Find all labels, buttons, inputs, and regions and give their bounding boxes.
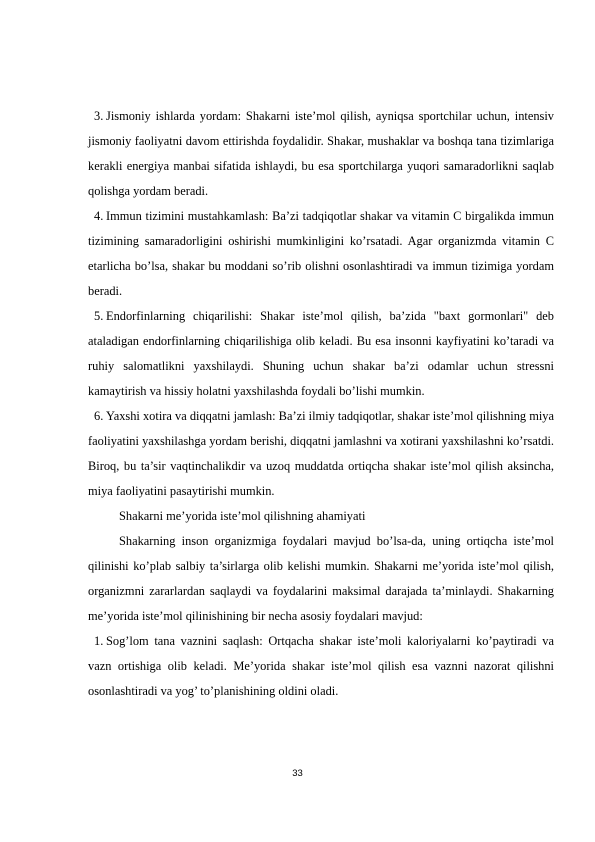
numbered-paragraph-4 bbox=[88, 204, 554, 304]
paragraph-text: Sog’lom tana vaznini saqlash: Ortqacha shakar iste’moli kaloriyalarni ko’paytiradi va vazn ortishiga olib keladi. Me’yorida shakar iste’mol qilish esa vaznni nazorat qilishni osonlashtiradi va yog’ to’planishining oldini oladi. bbox=[88, 634, 554, 698]
paragraph-number: 5. bbox=[94, 309, 104, 323]
numbered-paragraph-6 bbox=[88, 404, 554, 504]
page-number: 33 bbox=[292, 768, 303, 779]
section-heading: Shakarni me’yorida iste’mol qilishning ahamiyati bbox=[119, 509, 366, 523]
paragraph-number: 6. bbox=[94, 409, 104, 423]
paragraph-number: 1. bbox=[94, 634, 104, 648]
paragraph-number: 4. bbox=[94, 209, 104, 223]
intro-paragraph: Shakarning inson organizmiga foydalari mavjud bo’lsa-da, uning ortiqcha iste’mol qilinishi ko’plab salbiy ta’sirlarga olib kelishi mumkin. Shakarni me’yorida iste’mol qilish, organizmni zararlardan saqlaydi va foydalarini maksimal darajada ta’minlaydi. Shakarning me’yorida iste’mol qilinishining bir necha asosiy foydalari mavjud: bbox=[88, 534, 554, 623]
paragraph-text: Endorfinlarning chiqarilishi: Shakar iste’mol qilish, ba’zida "baxt gormonlari" deb ataladigan endorfinlarning chiqarilishiga olib keladi. Bu esa insonni kayfiyatini ko’taradi va ruhiy salomatlikni yaxshilaydi. Shuning uchun shakar ba’zi odamlar uchun stressni kamaytirish va hissiy holatni yaxshilashda foydali bo’lishi mumkin. bbox=[88, 309, 554, 398]
paragraph-number: 3. bbox=[94, 109, 104, 123]
numbered-paragraph-5 bbox=[88, 304, 554, 404]
paragraph-text: Yaxshi xotira va diqqatni jamlash: Ba’zi ilmiy tadqiqotlar, shakar iste’mol qilishning miya faoliyatini yaxshilashga yordam berishi, diqqatni jamlashni va xotirani yaxshilashni ko’rsatdi. Biroq, bu ta’sir vaqtinchalikdir va uzoq muddatda ortiqcha shakar iste’mol qilish aksincha, miya faoliyatini pasaytirishi mumkin. bbox=[88, 409, 554, 498]
paragraph-text: Jismoniy ishlarda yordam: Shakarni iste’mol qilish, ayniqsa sportchilar uchun, intensiv jismoniy faoliyatni davom ettirishda foydalidir. Shakar, mushaklar va boshqa tana tizimlariga kerakli energiya manbai sifatida ishlaydi, bu esa sportchilarga yuqori samaradorlikni saqlab qolishga yordam beradi. bbox=[88, 109, 554, 198]
document-page bbox=[88, 104, 554, 704]
numbered-paragraph-1 bbox=[88, 629, 554, 704]
paragraph-text: Immun tizimini mustahkamlash: Ba’zi tadqiqotlar shakar va vitamin C birgalikda immun tizimining samaradorligini oshirishi mumkinligini ko’rsatadi. Agar organizmda vitamin C etarlicha bo’lsa, shakar bu moddani so’rib olishni osonlashtiradi va immun tizimiga yordam beradi. bbox=[88, 209, 554, 298]
numbered-paragraph-3 bbox=[88, 104, 554, 204]
